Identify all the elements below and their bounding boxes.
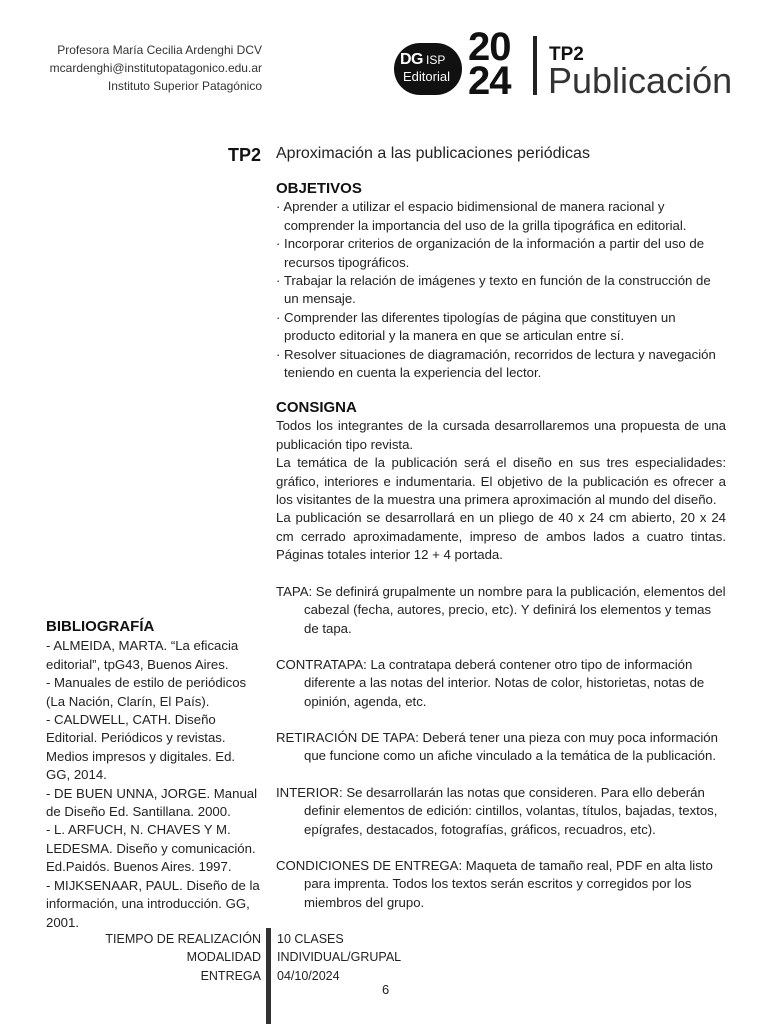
bibliografia-item: - ALMEIDA, MARTA. “La eficacia editorial”, tpG43, Buenos Aires. <box>46 638 239 672</box>
logo-isp: ISP <box>426 53 446 67</box>
consigna-paragraph: La publicación se desarrollará en un pliego de 40 x 24 cm abierto, 20 x 24 cm cerrado aproximadamente, impreso de ambos lados a cuatro tintas. Páginas totales interior 12 + 4 portada. <box>276 510 726 563</box>
footer-labels <box>105 930 261 985</box>
year-bottom: 24 <box>468 59 511 103</box>
footer-label-tiempo: TIEMPO DE REALIZACIÓN <box>105 932 261 946</box>
consigna-heading: CONSIGNA <box>276 399 357 416</box>
header-info <box>50 41 262 95</box>
bibliografia-item: - L. ARFUCH, N. CHAVES Y M. LEDESMA. Diseño y comunicación. Ed.Paidós. Buenos Aires. 1997. <box>46 822 256 875</box>
year <box>468 25 511 103</box>
consigna-item-retiracion <box>276 729 726 766</box>
header-divider <box>533 36 537 95</box>
author-email: mcardenghi@institutopatagonico.edu.ar <box>49 61 262 75</box>
consigna-paragraph: La temática de la publicación será el diseño en sus tres especialidades: gráfico, interiores e indumentaria. El objetivo de la publicación es ofrecer a los visitantes de la muestra una primera aproximación al mundo del diseño. <box>276 455 726 508</box>
footer-values <box>277 930 401 985</box>
objetivo-item: · Aprender a utilizar el espacio bidimensional de manera racional y comprender la importancia del uso de la grilla tipográfica en editorial. <box>276 199 687 233</box>
footer-value-entrega: 04/10/2024 <box>277 968 340 983</box>
consigna-item-text: INTERIOR: Se desarrollarán las notas que consideren. Para ello deberán definir elementos de edición: cintillos, volantas, títulos, bajadas, textos, epígrafes, destacados, fotografías, gráficos, recuadros, etc). <box>276 785 718 837</box>
consigna-item-interior <box>276 784 726 839</box>
consigna-item-text: RETIRACIÓN DE TAPA: Deberá tener una pieza con muy poca información que funcione como un afiche vinculado a la temática de la publicación. <box>276 730 718 764</box>
bibliografia-item: - Manuales de estilo de periódicos (La Nación, Clarín, El País). <box>46 675 247 709</box>
year-top: 20 <box>468 25 511 69</box>
bibliografia-item: - DE BUEN UNNA, JORGE. Manual de Diseño Ed. Santillana. 2000. <box>46 785 258 820</box>
tp-title: Aproximación a las publicaciones periódicas <box>276 145 590 162</box>
page-number: 6 <box>382 982 390 997</box>
objetivos-section <box>276 180 726 382</box>
consigna-item-tapa <box>276 583 726 638</box>
footer-label-entrega: ENTREGA <box>200 968 261 983</box>
consigna-paragraph: Todos los integrantes de la cursada desarrollaremos una propuesta de una publicación tipo revista. <box>276 418 726 452</box>
bibliografia-heading: BIBLIOGRAFÍA <box>46 618 155 635</box>
bibliografia-item: - MIJKSENAAR, PAUL. Diseño de la información, una introducción. GG, 2001. <box>46 877 260 930</box>
consigna-item-contratapa <box>276 656 726 711</box>
footer-value-tiempo: 10 CLASES <box>277 932 344 946</box>
dg-isp-editorial-logo <box>394 43 462 95</box>
footer-divider <box>266 928 271 1024</box>
objetivo-item: · Trabajar la relación de imágenes y texto en función de la construcción de un mensaje. <box>276 273 711 307</box>
footer-value-modalidad: INDIVIDUAL/GRUPAL <box>277 950 402 965</box>
author-name: Profesora María Cecilia Ardenghi DCV <box>57 43 262 57</box>
header-publication: Publicación <box>548 60 733 101</box>
logo-editorial: Editorial <box>403 69 450 84</box>
bibliografia-item: - CALDWELL, CATH. Diseño Editorial. Periódicos y revistas. Medios impresos y digitales. Ed. GG, 2014. <box>46 712 236 783</box>
consigna-item-condiciones <box>276 857 726 912</box>
institute-name: Instituto Superior Patagónico <box>107 79 262 93</box>
consigna-item-text: CONDICIONES DE ENTREGA: Maqueta de tamaño real, PDF en alta listo para imprenta. Todos los textos serán escritos y corregidos por los miembros del grupo. <box>276 858 713 910</box>
objetivo-item: · Resolver situaciones de diagramación, recorridos de lectura y navegación teniendo en cuenta la experiencia del lector. <box>276 346 716 381</box>
objetivos-heading: OBJETIVOS <box>276 180 362 197</box>
header-tp: TP2 <box>549 44 584 65</box>
bibliografia-section <box>46 618 262 932</box>
footer-label-modalidad: MODALIDAD <box>186 950 261 965</box>
logo-dg: DG <box>400 51 423 68</box>
consigna-item-text: CONTRATAPA: La contratapa deberá contener otro tipo de información diferente a las notas del interior. Notas de color, historietas, notas de opinión, agenda, etc. <box>276 657 705 709</box>
objetivo-item: · Incorporar criterios de organización de la información a partir del uso de recursos tipográficos. <box>276 236 705 270</box>
objetivo-item: · Comprender las diferentes tipologías de página que constituyen un producto editorial y la manera en que se articulan entre sí. <box>276 309 676 344</box>
tp-label: TP2 <box>228 145 262 165</box>
consigna-item-text: TAPA: Se definirá grupalmente un nombre para la publicación, elementos del cabezal (fecha, autores, precio, etc). Y definirá los elementos y temas de tapa. <box>276 584 726 636</box>
consigna-section <box>276 399 726 565</box>
